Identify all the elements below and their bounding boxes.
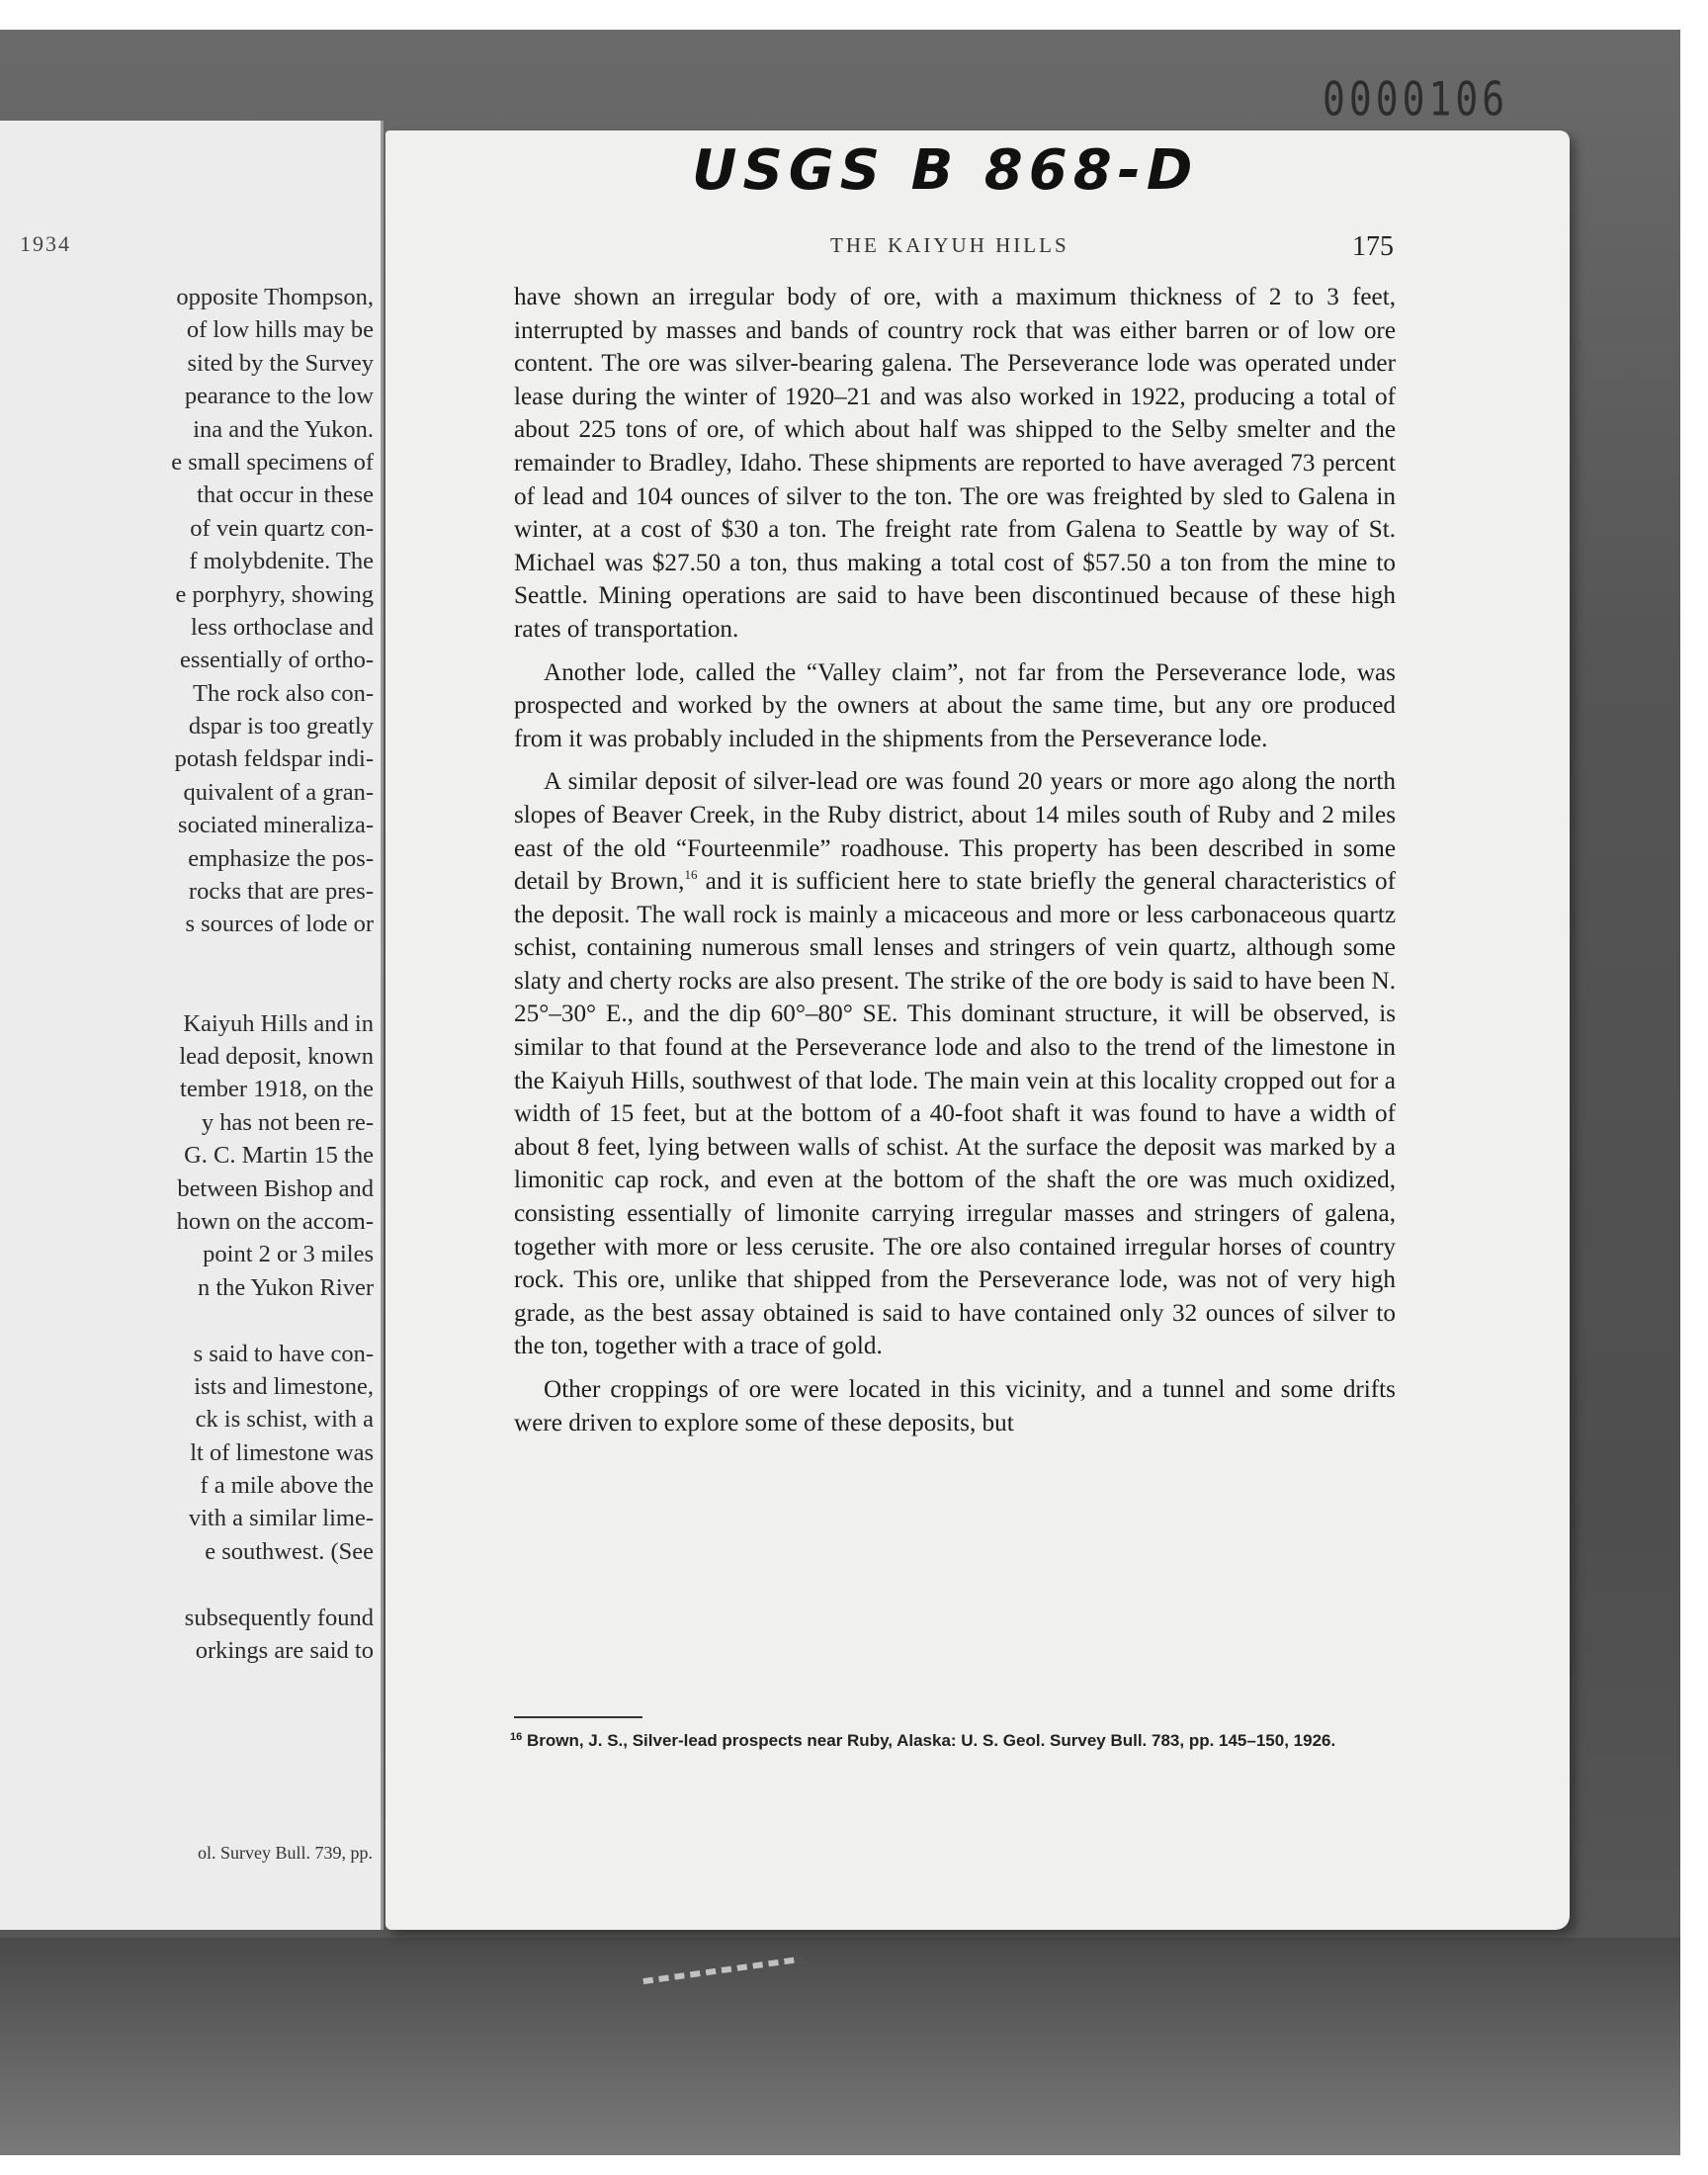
- left-page-header: 1934: [20, 231, 71, 256]
- left-page-line: [0, 941, 374, 974]
- left-page-line: e southwest. (See: [205, 1537, 374, 1565]
- paragraph-3: [514, 765, 1396, 1363]
- left-page-line: point 2 or 3 miles: [203, 1241, 374, 1268]
- left-page-line: less orthoclase and: [190, 613, 374, 641]
- left-page-line: n the Yukon River: [197, 1273, 374, 1301]
- left-page-line: orkings are said to: [195, 1637, 374, 1665]
- left-page-line: between Bishop and: [177, 1174, 374, 1202]
- left-page-line: s sources of lode or: [185, 911, 374, 938]
- left-page-line: [0, 1304, 374, 1337]
- footnote-rule: [514, 1716, 642, 1718]
- left-facing-page: [0, 121, 384, 1930]
- left-page-line: essentially of ortho-: [180, 647, 374, 674]
- paragraph-2: Another lode, called the “Valley claim”, not far from the Perseverance lode, was prospected and worked by the owners at about the same time, but any ore produced from it was probably included in the shipments from the Perseverance lode.: [514, 658, 1396, 752]
- scan-background-bottom: [0, 1938, 1680, 2155]
- footnote-mark: 16: [510, 1731, 523, 1743]
- left-page-line: sociated mineraliza-: [178, 812, 374, 839]
- left-page-line: y has not been re-: [201, 1108, 374, 1136]
- archive-stamp-number: 0000106: [1323, 71, 1509, 127]
- footnote: [510, 1730, 1396, 1752]
- body-text: [514, 281, 1396, 1449]
- left-page-line: quivalent of a gran-: [183, 778, 374, 806]
- left-page-line: s said to have con-: [193, 1340, 374, 1367]
- left-page-line: dspar is too greatly: [188, 713, 374, 740]
- left-page-line: that occur in these: [197, 481, 374, 509]
- left-page-line: subsequently found: [184, 1604, 374, 1631]
- left-page-line: ists and limestone,: [194, 1372, 374, 1400]
- left-page-line: hown on the accom-: [176, 1207, 374, 1235]
- left-page-line: e porphyry, showing: [175, 580, 374, 608]
- left-page-line: ina and the Yukon.: [193, 415, 374, 443]
- left-page-footnote: ol. Survey Bull. 739, pp.: [197, 1843, 373, 1863]
- left-page-line: rocks that are pres-: [188, 878, 374, 906]
- left-page-line: lead deposit, known: [179, 1042, 374, 1070]
- left-page-text: [0, 281, 374, 1667]
- left-page-line: pearance to the low: [184, 383, 374, 410]
- left-page-line: tember 1918, on the: [180, 1076, 374, 1103]
- left-page-line: [0, 974, 374, 1006]
- paragraph-1: have shown an irregular body of ore, with a maximum thickness of 2 to 3 feet, interrupted by masses and bands of country rock that was either barren or of low ore content. The ore was silver-bearing galena. The Perseverance lode was operated under lease during the winter of 1920–21 and was also worked in 1922, producing a total of about 225 tons of ore, of which about half was shipped to the Selby smelter and the remainder to Bradley, Idaho. These shipments are reported to have averaged 73 percent of lead and 104 ounces of silver to the ton. The ore was freighted by sled to Galena in winter, at a cost of $30 a ton. The freight rate from Galena to Seattle by way of St. Michael was $27.50 a ton, thus making a total cost of $57.50 a ton from the mine to Seattle. Mining operations are said to have been discontinued because of these high rates of transportation.: [514, 284, 1396, 643]
- left-page-line: G. C. Martin 15 the: [184, 1142, 374, 1170]
- footnote-reference: 16: [684, 867, 698, 883]
- footnote-text: Brown, J. S., Silver-lead prospects near Ruby, Alaska: U. S. Geol. Survey Bull. 783, pp. 145–150, 1926.: [522, 1731, 1336, 1750]
- left-page-line: emphasize the pos-: [188, 844, 374, 872]
- left-page-line: Kaiyuh Hills and in: [183, 1009, 374, 1037]
- left-page-line: [0, 1568, 374, 1601]
- page-number: 175: [1352, 231, 1394, 262]
- left-page-line: potash feldspar indi-: [174, 745, 374, 773]
- left-page-line: sited by the Survey: [187, 349, 374, 377]
- left-page-line: The rock also con-: [193, 679, 374, 707]
- left-page-line: f molybdenite. The: [189, 548, 374, 575]
- running-head: THE KAIYUH HILLS: [830, 233, 1069, 257]
- left-page-line: opposite Thompson,: [176, 284, 374, 310]
- left-page-line: of low hills may be: [186, 316, 374, 344]
- left-page-line: lt of limestone was: [190, 1438, 374, 1466]
- left-page-line: f a mile above the: [200, 1472, 374, 1500]
- paragraph-4: Other croppings of ore were located in this vicinity, and a tunnel and some drifts were driven to explore some of these deposits, but: [514, 1376, 1396, 1436]
- paragraph-3-part-b: and it is sufficient here to state briefly the general characteristics of the deposit. The wall rock is mainly a micaceous and more or less carbonaceous quartz schist, containing numerous small lenses and stringers of vein quartz, although some slaty and cherty rocks are also present. The strike of the ore body is said to have been N. 25°–30° E., and the dip 60°–80° SE. This dominant structure, it will be observed, is similar to that found at the Perseverance lode and also to the trend of the limestone in the Kaiyuh Hills, southwest of that lode. The main vein at this locality cropped out for a width of 15 feet, but at the bottom of a 40-foot shaft it was found to have a width of about 8 feet, lying between walls of schist. At the surface the deposit was marked by a limonitic cap rock, and even at the bottom of the shaft the ore was much oxidized, consisting essentially of limonite carrying irregular masses and stringers of galena, together with more or less cerusite. The ore also contained irregular horses of country rock. This ore, unlike that shipped from the Perseverance lode, was not of very high grade, as the best assay obtained is said to have contained only 32 ounces of silver to the ton, together with a trace of gold.: [514, 868, 1396, 1360]
- left-page-line: e small specimens of: [171, 448, 374, 476]
- handwritten-label: USGS B 868-D: [692, 138, 1199, 203]
- left-page-line: vith a similar lime-: [188, 1505, 374, 1532]
- left-page-line: of vein quartz con-: [190, 514, 374, 542]
- left-page-line: ck is schist, with a: [195, 1406, 374, 1434]
- paragraph-3-part-a: A similar deposit of silver-lead ore was found 20 years or more ago along the north slopes of Beaver Creek, in the Ruby district, about 14 miles south of Ruby and 2 miles east of the old “Fourteenmile” roadhouse. This property has been described in some detail by Brown,: [514, 768, 1396, 896]
